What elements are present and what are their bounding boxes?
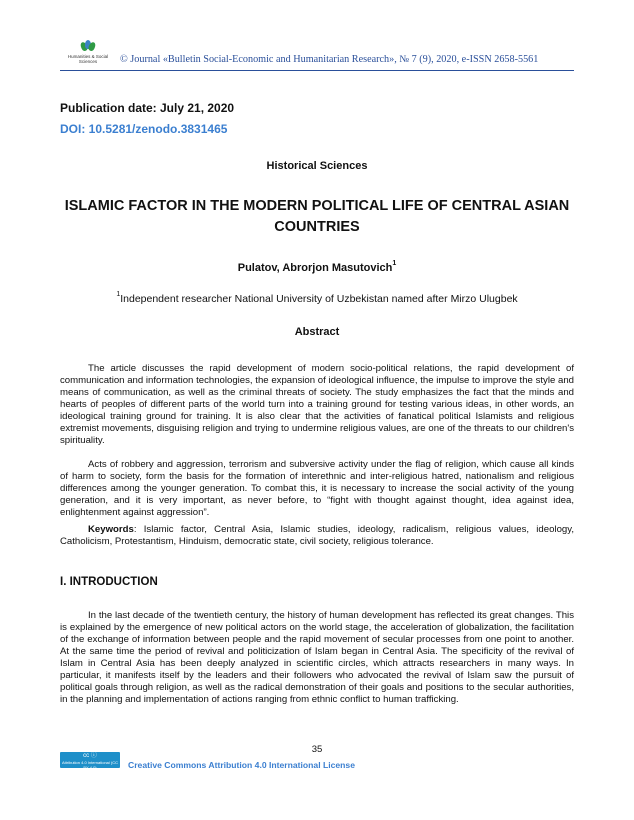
- header-divider: [60, 70, 574, 71]
- logo-leaves-icon: [81, 40, 95, 54]
- author-name: Pulatov, Abrorjon Masutovich: [237, 262, 393, 274]
- introduction-heading: I. INTRODUCTION: [60, 576, 158, 588]
- section-heading: Historical Sciences: [266, 160, 368, 172]
- journal-logo: [62, 40, 114, 64]
- abstract-paragraph-1: The article discusses the rapid development of modern socio-political relations, the rapid development of communication and information technologies, the expansion of ideological influence, the impulse to improve the style and means of communication, as well as the criminal threats of society. The study emphasizes the fact that the minds and hearts of peoples of different parts of the world turn into a training ground for testing various ideas, in other words, an ideological training ground for training. It is also clear that the activities of fanatical political Islamists and religious extremist movements, disguising religion and trying to undermine religious values, are one of the threats to our children's spirituality.: [60, 363, 574, 446]
- affiliation-line: [0, 293, 634, 305]
- introduction-paragraph-1: In the last decade of the twentieth century, the history of human development has reflected its great changes. This is explained by the emergence of new political actors on the world stage, the acceleration of globalization, the facilitation of the exchange of information between people and the rapid movement of secular processes from one point to another. At the same time the period of revival and politicization of Islam began in Central Asia. The specificity of the revival of Islam in Central Asia has been deeply analyzed in scientific circles, which attracts researchers in many ways. In particular, it manifests itself by the leaders and their followers who advocated the revival of Islam saw the pursuit of political goals through religion, as well as the radical demonstration of their goals and positions to the secular authorities, in the planning and implementation of actions ranging from ethnic conflict to human trafficking.: [60, 610, 574, 705]
- abstract-heading: Abstract: [294, 326, 340, 338]
- author-superscript: 1: [392, 260, 397, 267]
- publication-date: Publication date: July 21, 2020: [60, 101, 235, 115]
- cc-license-badge[interactable]: [60, 752, 120, 768]
- cc-badge-text: Attribution 4.0 International (CC BY 4.0): [61, 760, 119, 770]
- paper-title: ISLAMIC FACTOR IN THE MODERN POLITICAL LIFE OF CENTRAL ASIAN COUNTRIES: [64, 198, 570, 235]
- logo-text: Humanities & Social Sciences: [67, 54, 109, 64]
- doi-link[interactable]: DOI: 10.5281/zenodo.3831465: [60, 122, 228, 136]
- abstract-paragraph-2: Acts of robbery and aggression, terrorism and subversive activity under the flag of religion, which cause all kinds of harm to society, form the basis for the formation of interethnic and inter-religious hatred, nationalism and religious differences among the younger generation. To combat this, it is necessary to increase the social activity of the young generation, and it is very important, as never before, to “fight with thought against thought, idea against idea, enlightenment against aggression”.: [60, 459, 574, 518]
- journal-header: © Journal «Bulletin Social-Economic and Humanitarian Research», № 7 (9), 2020, e-ISSN 2658-5561: [120, 54, 539, 65]
- affiliation-superscript: 1: [116, 291, 121, 298]
- cc-by-icon: cc ⓘ: [83, 753, 97, 759]
- author-line: [0, 262, 634, 274]
- page-number: 35: [311, 744, 323, 755]
- keywords-label: Keywords: [88, 524, 134, 535]
- license-link[interactable]: Creative Commons Attribution 4.0 International License: [128, 760, 355, 770]
- keywords-text: : Islamic factor, Central Asia, Islamic studies, ideology, radicalism, religious values, ideology, Catholicism, Protestantism, Hinduism, democratic state, civil society, religious tolerance.: [60, 524, 574, 547]
- keywords-paragraph: [60, 524, 574, 548]
- affiliation-text: Independent researcher National University of Uzbekistan named after Mirzo Ulugbek: [120, 293, 518, 305]
